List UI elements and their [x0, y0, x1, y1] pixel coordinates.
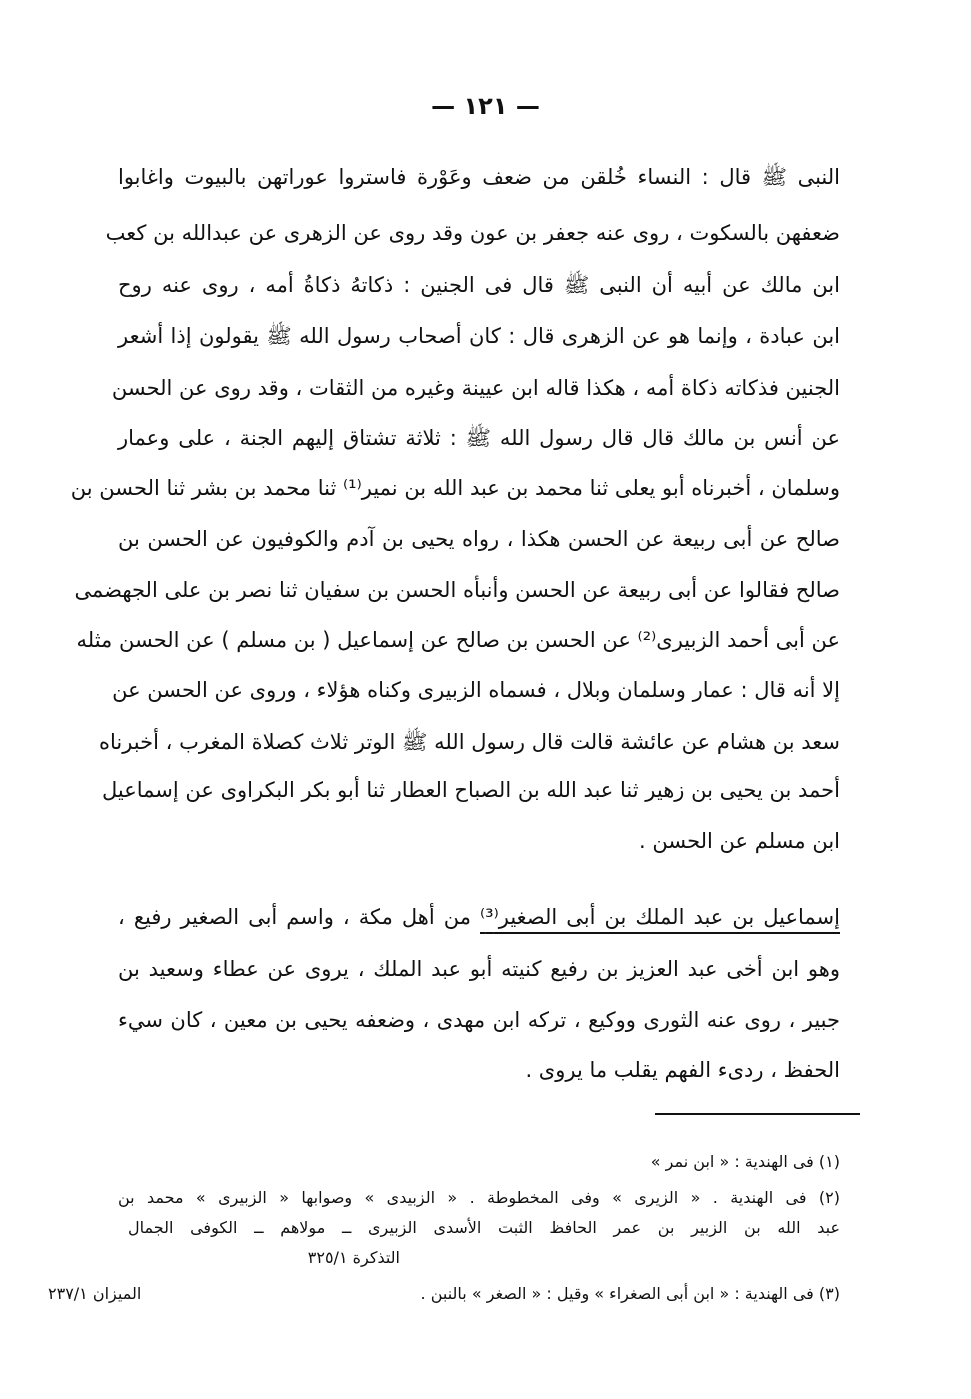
footnote-2-ref: التذكرة ٣٢٥/١ [307, 1248, 400, 1267]
entry-first-line [118, 897, 840, 937]
text-line: وسلمان ، أخبرناه أبو يعلى ثنا محمد بن عبد الله بن نمير⁽¹⁾ ثنا محمد بن بشر ثنا الحسن بن [70, 476, 840, 500]
text-line: جبير ، روى عنه الثورى ووكيع ، تركه ابن مهدى ، وضعفه يحيى بن معين ، كان سيء [118, 1008, 840, 1032]
footnote-3: (٣) فى الهندية : « ابن أبى الصغراء » وقيل : « الصغر » بالنبن . [420, 1284, 840, 1303]
text-line: الجنين فذكاته ذكاة أمه ، هكذا قاله ابن عيينة وغيره من الثقات ، وقد روى عن الحسن [111, 376, 840, 400]
footnote-3-ref: الميزان ٢٣٧/١ [48, 1284, 142, 1303]
text-line: صالح فقالوا عن أبى ربيعة عن الحسن وأنبأه الحسن بن سفيان ثنا نصر بن على الجهضمى [74, 578, 840, 602]
text-line: عن أنس بن مالك قال قال رسول الله ﷺ : ثلاثة تشتاق إليهم الجنة ، على وعمار [118, 426, 840, 450]
text-line: صالح عن أبى ربيعة عن الحسن هكذا ، رواه يحيى بن آدم والكوفيون عن الحسن بن [118, 527, 840, 551]
text-line: ضعفهن بالسكوت ، روى عنه جعفر بن عون وقد روى عن الزهرى عن عبدالله بن كعب [105, 221, 840, 245]
text-line: أحمد بن يحيى بن زهير ثنا عبد الله بن الصباح العطار ثنا أبو بكر البكراوى عن إسماعيل [102, 778, 840, 802]
text-line: ابن مسلم عن الحسن . [639, 829, 840, 853]
text-line: النبى ﷺ قال : النساء خُلقن من ضعف وعَوْرة فاستروا عوراتهن بالبيوت واغابوا [118, 165, 840, 189]
text-line: وهو ابن أخى عبد العزيز بن رفيع كنيته أبو عبد الملك ، يروى عن عطاء وسعيد بن [118, 957, 840, 981]
text-line: عن أبى أحمد الزبيرى⁽²⁾ عن الحسن بن صالح عن إسماعيل ( بن مسلم ) عن الحسن مثله [76, 628, 840, 652]
text-line: سعد بن هشام عن عائشة قالت قال رسول الله ﷺ الوتر ثلاث كصلاة المغرب ، أخبرناه [98, 730, 840, 754]
footnote-divider [655, 1113, 860, 1115]
text-line: ابن مالك عن أبيه أن النبى ﷺ قال فى الجنين : ذكاتهُ ذكاةُ أمه ، روى عنه روح [118, 273, 840, 297]
page-number: — ١٢١ — [431, 92, 540, 120]
footnote-2: (٢) فى الهندية . « الزيرى » وفى المخطوطة . « الزبيدى » وصوابها « الزبيرى » محمد بن [118, 1188, 840, 1207]
footnote-1: (١) فى الهندية : « ابن نمر » [650, 1152, 840, 1171]
text-line: إلا أنه قال : عمار وسلمان وبلال ، فسماه الزبيرى وكناه هؤلاء ، وروى عن الحسن عن [112, 678, 840, 702]
entry-heading-rest: من أهل مكة ، واسم أبى الصغير رفيع ، [118, 905, 480, 929]
text-line: ابن عبادة ، وإنما هو عن الزهرى قال : كان أصحاب رسول الله ﷺ يقولون إذا أشعر [118, 324, 840, 348]
footnote-2-cont: عبد الله بن الزبير بن عمر الحافظ الثبت الأسدى الزبيرى ــ مولاهم ــ الكوفى الجمال [128, 1218, 840, 1237]
entry-heading: إسماعيل بن عبد الملك بن أبى الصغير⁽³⁾ [480, 905, 840, 929]
text-line: الحفظ ، ردىء الفهم يقلب ما يروى . [525, 1058, 840, 1082]
